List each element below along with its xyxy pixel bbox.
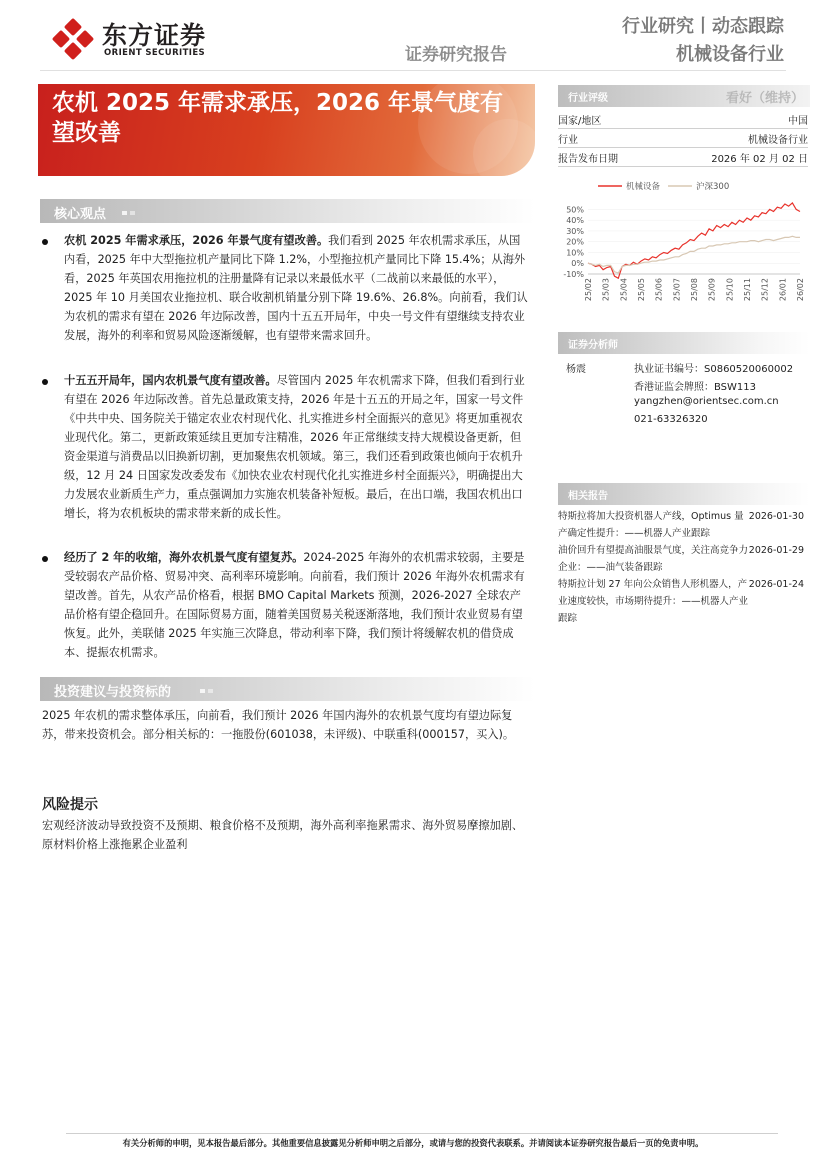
bullet-dot-icon xyxy=(42,556,48,562)
x-tick-label: 25/02 xyxy=(584,278,593,302)
y-tick-label: 20% xyxy=(566,237,584,247)
x-tick-label: 25/05 xyxy=(637,278,646,302)
brand-mark-icon xyxy=(50,16,96,62)
related-item[interactable] xyxy=(558,576,810,627)
related-date: 2026-01-30 xyxy=(748,511,804,522)
header-divider xyxy=(40,70,786,71)
analyst-cert: 执业证书编号：S0860520060002 xyxy=(634,364,794,375)
related-date: 2026-01-24 xyxy=(748,579,804,590)
title-banner xyxy=(38,84,535,176)
rating-value: 看好（维持） xyxy=(725,91,804,106)
related-date: 2026-01-29 xyxy=(748,545,804,556)
related-item[interactable] xyxy=(558,542,810,576)
bar-decoration-icon xyxy=(200,689,205,693)
bullet-lead: 经历了 2 年的收缩，海外农机景气度有望复苏。 xyxy=(64,551,304,564)
info-value: 2026 年 02 月 02 日 xyxy=(711,154,808,165)
x-tick-label: 26/01 xyxy=(778,278,788,302)
info-row-date xyxy=(558,150,808,166)
info-divider xyxy=(558,166,808,167)
related-title[interactable]: 特斯拉将加大投资机器人产线，Optimus 量产确定性提升：——机器人产业跟踪 xyxy=(558,511,744,539)
x-tick-label: 26/02 xyxy=(796,278,805,302)
core-view-label: 核心观点 xyxy=(54,207,107,222)
report-category: 行业研究丨动态跟踪 xyxy=(622,16,784,37)
bullet-text: 2024-2025 年海外的农机需求较弱，主要是受较弱农产品价格、贸易冲突、高利率环境影响。向前看，我们预计 2026 年海外农机需求有望改善。首先，从农产品价格看，根据 BMO Capital Markets 预测，2026-2027 全球农产品价格有望企稳回升。在国际贸易方面，随着美国贸易关税逐渐落地，我们预计农业贸易有望恢复。此外，美联储 2025 年实施三次降息，带动利率下降，我们预计将缓解农机的借贷成本、提振农机需求。 xyxy=(64,551,525,659)
bar-decoration-icon xyxy=(130,211,135,215)
brand-name-en: ORIENT SECURITIES xyxy=(104,48,206,58)
rating-bar xyxy=(558,85,810,107)
advice-bar xyxy=(40,677,535,701)
series-line xyxy=(588,203,800,278)
y-tick-label: 0% xyxy=(571,259,584,269)
bar-decoration-icon xyxy=(208,689,213,693)
core-bullet-1 xyxy=(42,231,528,345)
x-tick-label: 25/12 xyxy=(760,278,770,302)
info-value: 中国 xyxy=(788,116,808,127)
analyst-label: 证券分析师 xyxy=(568,340,618,351)
core-bullet-2 xyxy=(42,371,528,523)
analyst-name: 杨震 xyxy=(566,364,586,375)
info-key: 报告发布日期 xyxy=(558,154,618,165)
legend-label: 沪深300 xyxy=(696,182,730,192)
legend-label: 机械设备 xyxy=(626,182,661,192)
y-tick-label: 30% xyxy=(566,226,584,236)
info-divider xyxy=(558,128,808,129)
related-item[interactable] xyxy=(558,508,810,542)
bullet-dot-icon xyxy=(42,239,48,245)
related-title[interactable]: 油价回升有望提高油服景气度，关注高竞争力企业：——油气装备跟踪 xyxy=(558,545,749,573)
chart-svg xyxy=(558,174,810,324)
analyst-phone: 021-63326320 xyxy=(634,414,708,425)
x-tick-label: 25/11 xyxy=(743,278,752,302)
core-view-bar xyxy=(40,199,535,223)
advice-label: 投资建议与投资标的 xyxy=(54,685,172,700)
analyst-email[interactable]: yangzhen@orientsec.com.cn xyxy=(634,396,779,407)
x-tick-label: 25/09 xyxy=(707,278,717,302)
performance-chart xyxy=(558,174,810,324)
info-value: 机械设备行业 xyxy=(748,135,808,146)
risk-title: 风险提示 xyxy=(42,797,98,813)
bullet-text: 我们看到 2025 年农机需求承压，从国内看，2025 年中大型拖拉机产量同比下降 1.2%，小型拖拉机产量同比下降 15.4%；从海外看，2025 年英国农用拖拉机的注册量降有记录以来最低水平（二战前以来最低的水平），2025 年 10 月美国农业拖拉机、联合收割机销量分别下降 19.6%、26.8%。向前看，我们认为农机的需求有望在 2026 年边际改善，国内十五五开局年，中央一号文件有望继续支持农业发展，海外的利率和贸易风险逐渐缓解，也有望带来需求回升。 xyxy=(64,234,528,342)
analyst-license: 香港证监会牌照：BSW113 xyxy=(634,382,757,393)
bullet-lead: 农机 2025 年需求承压，2026 年景气度有望改善。 xyxy=(64,234,329,247)
info-row-industry xyxy=(558,131,808,147)
footer-divider xyxy=(66,1133,778,1134)
x-tick-label: 25/06 xyxy=(654,278,664,302)
footer-disclaimer: 有关分析师的申明，见本报告最后部分。其他重要信息披露见分析师申明之后部分，或请与您的投资代表联系。并请阅读本证券研究报告最后一页的免责申明。 xyxy=(122,1138,704,1148)
y-tick-label: 40% xyxy=(566,216,584,226)
info-row-region xyxy=(558,112,808,128)
info-key: 行业 xyxy=(558,135,578,146)
core-bullet-3 xyxy=(42,548,528,662)
y-tick-label: 10% xyxy=(566,248,584,258)
report-title: 农机 2025 年需求承压，2026 年景气度有望改善 xyxy=(52,90,504,146)
industry-name: 机械设备行业 xyxy=(676,44,784,65)
x-tick-label: 25/07 xyxy=(672,278,682,302)
bullet-lead: 十五五开局年，国内农机景气度有望改善。 xyxy=(64,374,277,387)
rating-label: 行业评级 xyxy=(568,93,608,104)
report-type: 证券研究报告 xyxy=(405,45,507,65)
related-title[interactable]: 特斯拉计划 27 年向公众销售人形机器人，产业速度较快，市场期待提升：——机器人产业跟踪 xyxy=(558,579,749,624)
related-bar xyxy=(558,483,810,505)
x-tick-label: 25/10 xyxy=(725,278,735,302)
y-tick-label: 50% xyxy=(566,205,584,215)
bar-decoration-icon xyxy=(122,211,127,215)
brand-name-cn: 东方证券 xyxy=(102,21,207,50)
x-tick-label: 25/04 xyxy=(619,278,629,302)
brand-logo xyxy=(50,14,240,64)
related-label: 相关报告 xyxy=(568,491,608,502)
risk-text: 宏观经济波动导致投资不及预期、粮食价格不及预期，海外高利率拖累需求、海外贸易摩擦加剧、原材料价格上涨拖累企业盈利 xyxy=(42,819,524,851)
x-tick-label: 25/08 xyxy=(690,278,699,302)
bullet-dot-icon xyxy=(42,379,48,385)
x-tick-label: 25/03 xyxy=(601,278,611,302)
info-key: 国家/地区 xyxy=(558,116,602,127)
info-divider xyxy=(558,147,808,148)
y-tick-label: -10% xyxy=(563,270,584,279)
bullet-text: 尽管国内 2025 年农机需求下降，但我们看到行业有望在 2026 年边际改善。首先总量政策支持，2026 年是十五五的开局之年，国家一号文件《中共中央、国务院关于锚定农业农村现代化、扎实推进乡村全面振兴的意见》将更加重视农业现代化。第二，更新政策延续且更加专注精准，2026 年正常继续支持大规模设备更新，但资金渠道与消费品以旧换新切割，更加聚焦农机领域。第三，我们还看到政策也倾向于农机升级，12 月 24 日国家发改委发布《加快农业农村现代化扎实推进乡村全面振兴》，明确提出大力发展农业新质生产力，重点强调加力实施农机装备补短板。最后，在出口端，我国农机出口增长，将为农机板块的需求带来新的成长性。 xyxy=(64,374,525,520)
analyst-bar xyxy=(558,332,810,354)
advice-text: 2025 年农机的需求整体承压，向前看，我们预计 2026 年国内海外的农机景气度均有望边际复苏，带来投资机会。部分相关标的：一拖股份(601038，未评级)、中联重科(000157，买入)。 xyxy=(42,709,515,741)
